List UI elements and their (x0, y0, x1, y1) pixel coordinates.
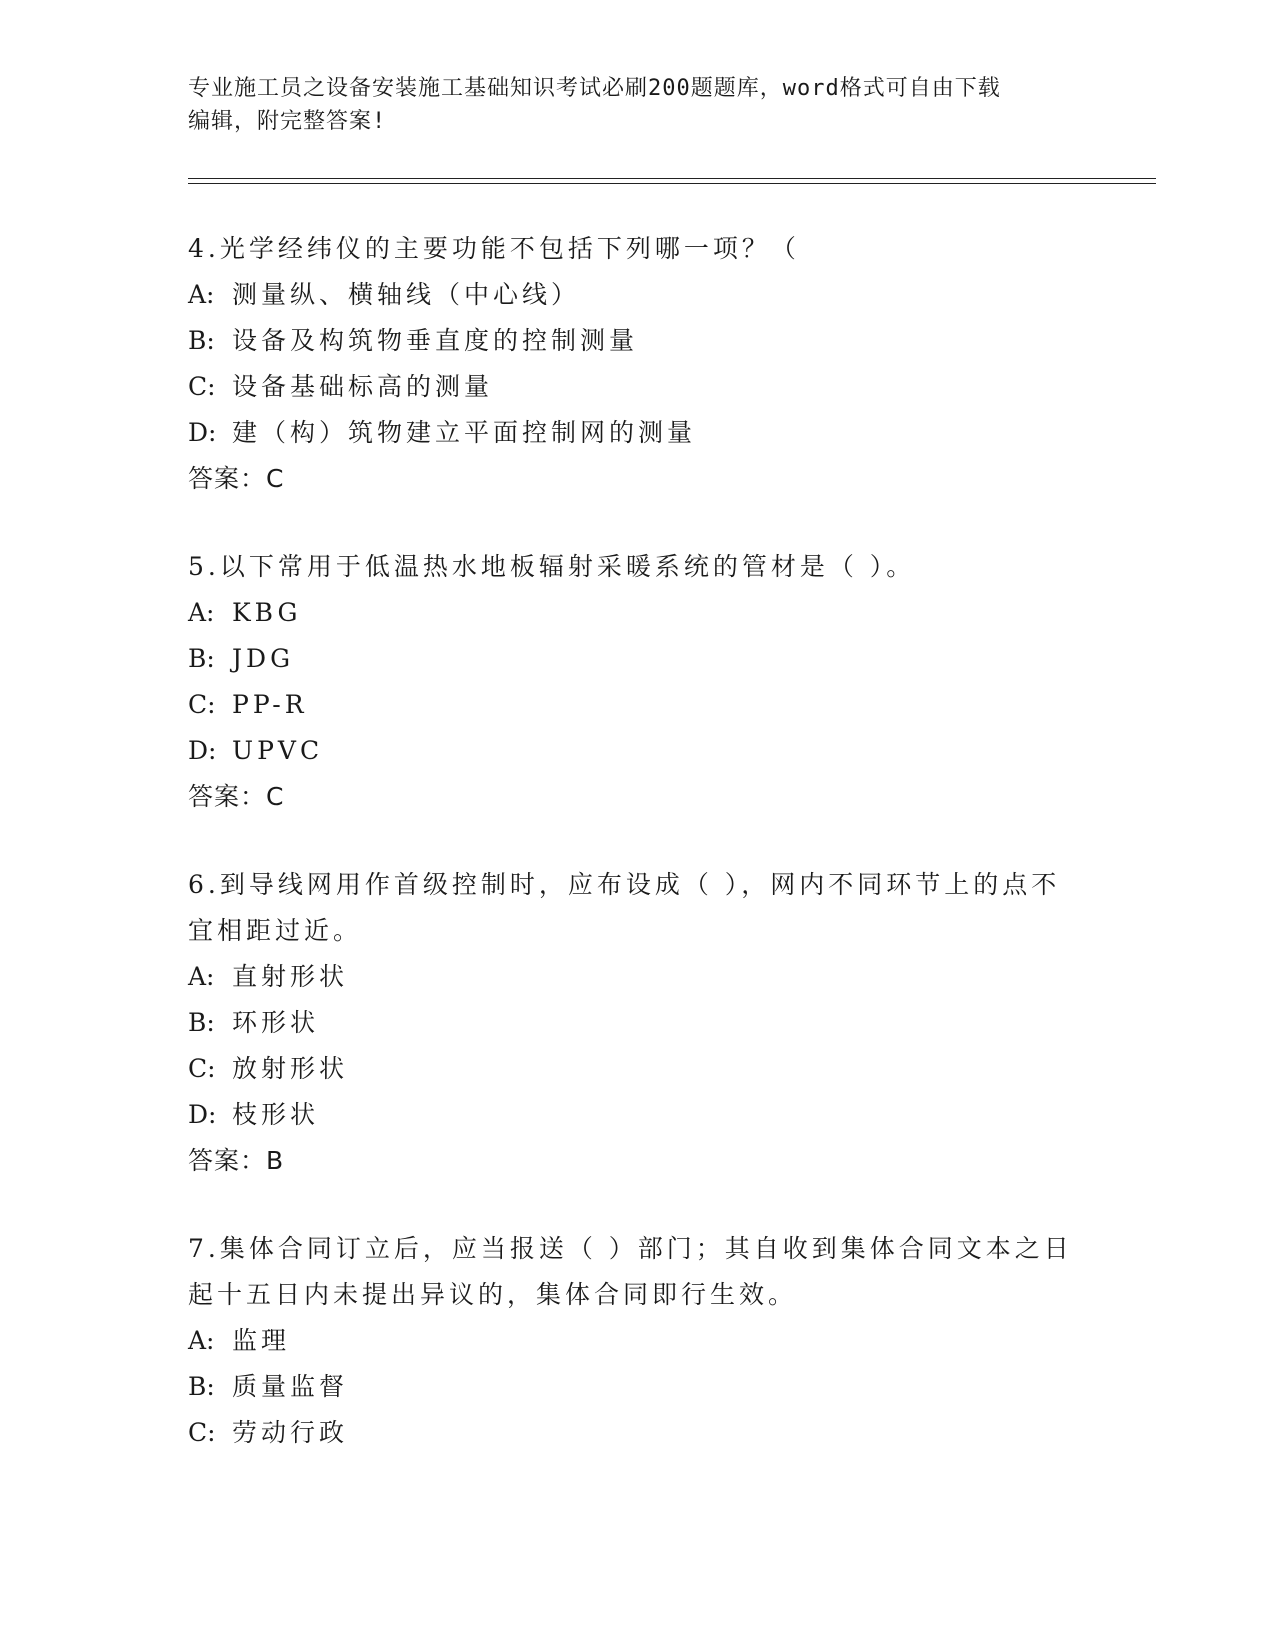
option-a (188, 954, 1088, 1000)
question-4 (188, 226, 1088, 502)
option-key: D: (188, 418, 217, 447)
option-c (188, 1410, 1088, 1456)
answer: 答案：C (188, 464, 285, 493)
option-c (188, 682, 1088, 728)
option-key: C: (188, 1418, 216, 1447)
header-line-2: 编辑，附完整答案! (188, 109, 387, 134)
option-key: B: (188, 326, 215, 355)
option-c (188, 364, 1088, 410)
option-text: 放射形状 (232, 1054, 349, 1083)
option-text: UPVC (232, 736, 324, 765)
option-key: A: (188, 280, 215, 309)
option-text: 劳动行政 (232, 1418, 349, 1447)
option-d (188, 728, 1088, 774)
question-stem-line-1: 6.到导线网用作首级控制时，应布设成（ ），网内不同环节上的点不 (188, 870, 1061, 899)
option-key: A: (188, 1326, 215, 1355)
option-d (188, 410, 1088, 456)
option-text: KBG (232, 598, 302, 627)
question-stem-line-2: 起十五日内未提出异议的，集体合同即行生效。 (188, 1280, 798, 1309)
option-b (188, 1364, 1088, 1410)
option-b (188, 1000, 1088, 1046)
option-d (188, 1092, 1088, 1138)
question-stem: 4.光学经纬仪的主要功能不包括下列哪一项？（ (188, 234, 800, 263)
option-key: C: (188, 690, 216, 719)
option-a (188, 1318, 1088, 1364)
option-key: B: (188, 644, 215, 673)
header-divider-top (188, 178, 1156, 179)
question-7 (188, 1226, 1088, 1456)
option-text: 环形状 (232, 1008, 320, 1037)
option-a (188, 272, 1088, 318)
answer: 答案：B (188, 1146, 285, 1175)
option-b (188, 636, 1088, 682)
option-text: 设备基础标高的测量 (232, 372, 494, 401)
option-key: A: (188, 962, 215, 991)
option-text: 建（构）筑物建立平面控制网的测量 (232, 418, 697, 447)
option-text: JDG (232, 644, 295, 673)
option-text: 监理 (232, 1326, 291, 1355)
question-6 (188, 862, 1088, 1184)
option-key: D: (188, 736, 217, 765)
option-key: C: (188, 1054, 216, 1083)
option-key: B: (188, 1008, 215, 1037)
option-c (188, 1046, 1088, 1092)
header-divider-bottom (188, 183, 1156, 184)
question-stem-line-2: 宜相距过近。 (188, 916, 363, 945)
answer: 答案：C (188, 782, 285, 811)
option-key: D: (188, 1100, 217, 1129)
option-key: A: (188, 598, 215, 627)
option-text: PP-R (232, 690, 308, 719)
option-b (188, 318, 1088, 364)
document-header (188, 72, 1088, 138)
option-text: 测量纵、横轴线（中心线） (232, 280, 581, 309)
question-stem-line-1: 7.集体合同订立后，应当报送（ ）部门；其自收到集体合同文本之日 (188, 1234, 1073, 1263)
option-key: B: (188, 1372, 215, 1401)
question-5 (188, 544, 1088, 820)
option-text: 直射形状 (232, 962, 349, 991)
option-a (188, 590, 1088, 636)
option-text: 质量监督 (232, 1372, 349, 1401)
question-stem: 5.以下常用于低温热水地板辐射采暖系统的管材是（ ）。 (188, 552, 916, 581)
option-text: 枝形状 (232, 1100, 320, 1129)
header-line-1: 专业施工员之设备安装施工基础知识考试必刷200题题库，word格式可自由下载 (188, 76, 1001, 101)
option-key: C: (188, 372, 216, 401)
option-text: 设备及构筑物垂直度的控制测量 (232, 326, 639, 355)
